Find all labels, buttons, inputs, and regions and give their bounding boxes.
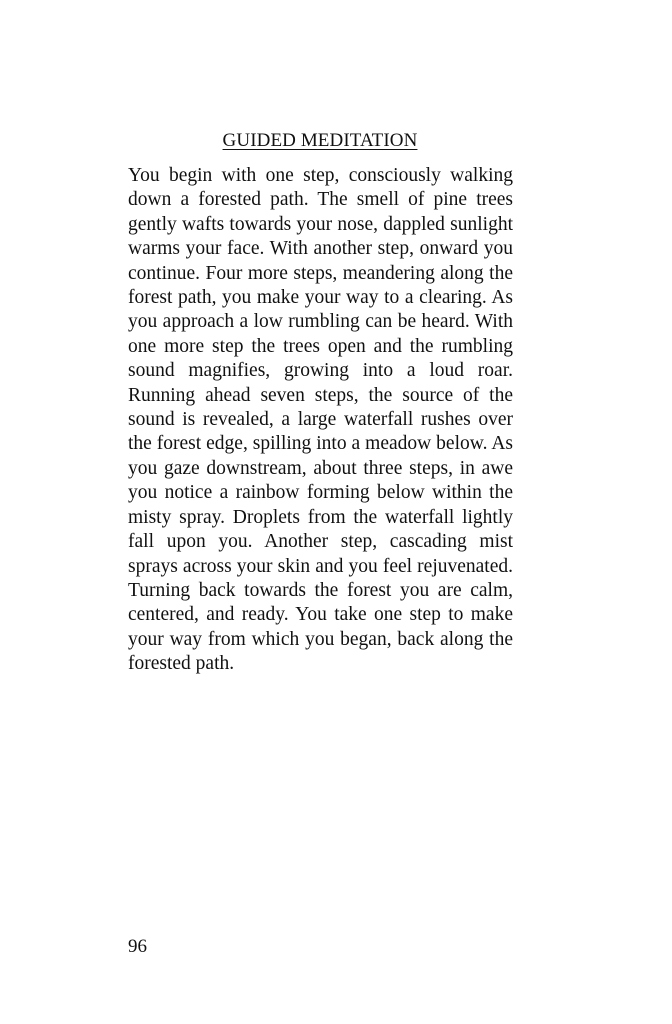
page-title: GUIDED MEDITATION: [222, 130, 418, 151]
page-number: 96: [128, 936, 147, 957]
body-paragraph: You begin with one step, consciously walking down a forested path. The smell of pine trees gently wafts towards your nose, dappled sunlight warms your face. With another step, onward you continue. Four more steps, meandering along the forest path, you make your way to a clearing. As you approach a low rumbling can be heard. With one more step the trees open and the rumbling sound magnifies, growing into a loud roar. Running ahead seven steps, the source of the sound is revealed, a large waterfall rushes over the forest edge, spilling into a meadow below. As you gaze downstream, about three steps, in awe you notice a rainbow forming below within the misty spray. Droplets from the waterfall lightly fall upon you. Another step, cascading mist sprays across your skin and you feel rejuvenated. Turning back towards the forest you are calm, centered, and ready. You take one step to make your way from which you began, back along the forested path.: [128, 165, 513, 675]
